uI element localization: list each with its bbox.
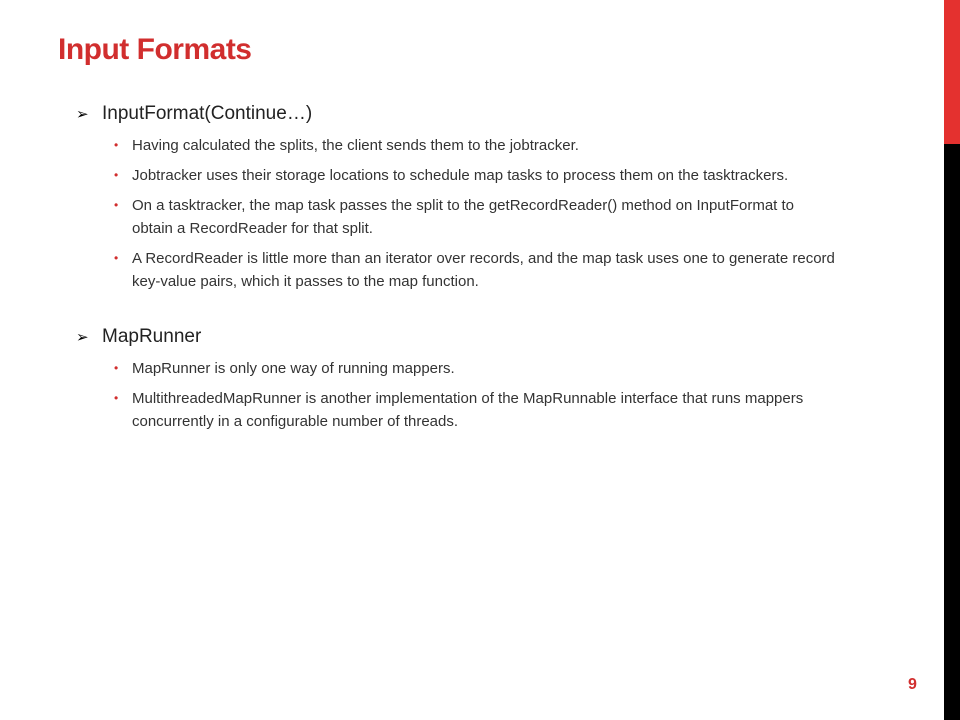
side-accent-bar-red: [944, 0, 960, 144]
slide-content: [76, 100, 836, 440]
section-heading: MapRunner: [102, 326, 202, 347]
page-number: 9: [908, 676, 917, 693]
section-heading-row: [76, 100, 836, 128]
bullet-list: [76, 357, 836, 433]
bullet-list: [76, 134, 836, 293]
section-inputformat: [76, 100, 836, 293]
bullet-text: A RecordReader is little more than an iterator over records, and the map task uses one to generate record key-value pairs, which it passes to the map function.: [132, 250, 835, 290]
bullet-dot-icon: •: [114, 251, 119, 265]
bullet-dot-icon: •: [114, 198, 119, 212]
slide-title: Input Formats: [58, 33, 252, 66]
bullet-dot-icon: •: [114, 361, 119, 375]
section-maprunner: [76, 323, 836, 433]
bullet-text: On a tasktracker, the map task passes the split to the getRecordReader() method on InputFormat to obtain a RecordReader for that split.: [132, 197, 794, 237]
list-item: [114, 387, 836, 433]
bullet-dot-icon: •: [114, 391, 119, 405]
side-accent-bar-black: [944, 144, 960, 720]
arrow-bullet-icon: ➢: [76, 328, 89, 346]
list-item: [114, 194, 836, 240]
list-item: [114, 164, 836, 187]
section-heading-row: [76, 323, 836, 351]
list-item: [114, 357, 836, 380]
list-item: [114, 134, 836, 157]
section-heading: InputFormat(Continue…): [102, 103, 313, 124]
bullet-dot-icon: •: [114, 168, 119, 182]
bullet-text: Jobtracker uses their storage locations to schedule map tasks to process them on the tasktrackers.: [132, 167, 789, 184]
arrow-bullet-icon: ➢: [76, 105, 89, 123]
bullet-dot-icon: •: [114, 138, 119, 152]
bullet-text: MapRunner is only one way of running mappers.: [132, 360, 455, 377]
list-item: [114, 247, 836, 293]
bullet-text: MultithreadedMapRunner is another implementation of the MapRunnable interface that runs mappers concurrently in a configurable number of threads.: [132, 390, 804, 430]
bullet-text: Having calculated the splits, the client sends them to the jobtracker.: [132, 137, 579, 154]
